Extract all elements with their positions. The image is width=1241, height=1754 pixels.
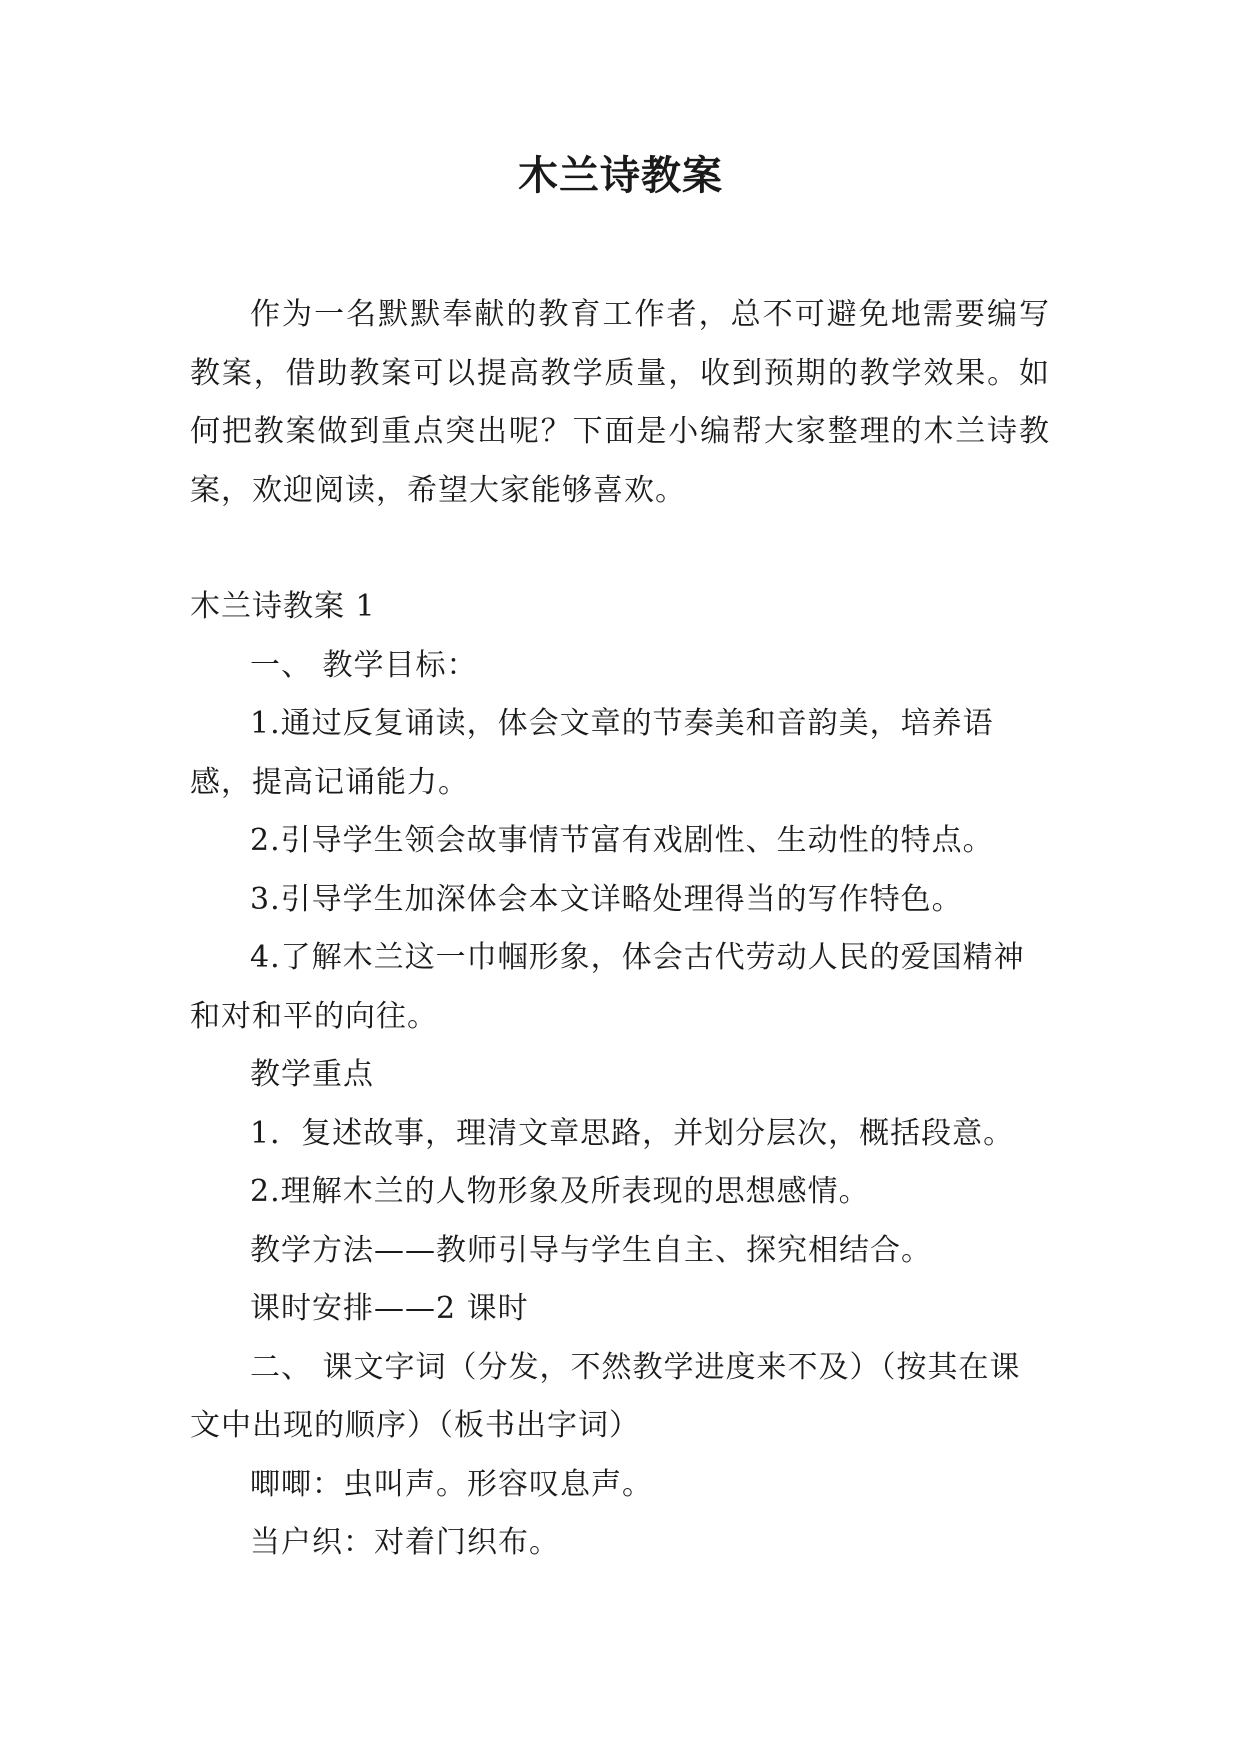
goal-item-3: 3.引导学生加深体会本文详略处理得当的写作特色。 xyxy=(250,881,963,917)
goal-item-4: 4.了解木兰这一巾帼形象，体会古代劳动人民的爱国精神和对和平的向往。 xyxy=(190,940,1025,1034)
teaching-focus-heading: 教学重点 xyxy=(250,1057,374,1092)
teaching-method: 教学方法——教师引导与学生自主、探究相结合。 xyxy=(250,1232,932,1268)
document-body xyxy=(190,286,1050,1573)
goal-item-1: 1.通过反复诵读，体会文章的节奏美和音韵美，培养语感，提高记诵能力。 xyxy=(190,706,994,800)
document-title: 木兰诗教案 xyxy=(518,153,723,199)
focus-item-1: 1．复述故事，理清文章思路，并划分层次，概括段意。 xyxy=(250,1115,1015,1151)
vocabulary-item-2: 当户织：对着门织布。 xyxy=(250,1525,560,1560)
teaching-goals-heading: 一、 教学目标： xyxy=(250,647,478,683)
vocabulary-item-1: 唧唧：虫叫声。形容叹息声。 xyxy=(250,1466,653,1502)
goal-item-2: 2.引导学生领会故事情节富有戏剧性、生动性的特点。 xyxy=(250,823,994,858)
class-schedule: 课时安排——2 课时 xyxy=(250,1291,529,1326)
intro-paragraph: 作为一名默默奉献的教育工作者，总不可避免地需要编写教案，借助教案可以提高教学质量，收到预期的教学效果。如何把教案做到重点突出呢？下面是小编帮大家整理的木兰诗教案，欢迎阅读，希望大家能够喜欢。 xyxy=(190,297,1050,508)
vocabulary-heading: 二、 课文字词（分发，不然教学进度来不及）（按其在课文中出现的顺序）（板书出字词） xyxy=(190,1349,1021,1443)
section-heading: 木兰诗教案 1 xyxy=(190,589,376,624)
focus-item-2: 2.理解木兰的人物形象及所表现的思想感情。 xyxy=(250,1174,870,1209)
